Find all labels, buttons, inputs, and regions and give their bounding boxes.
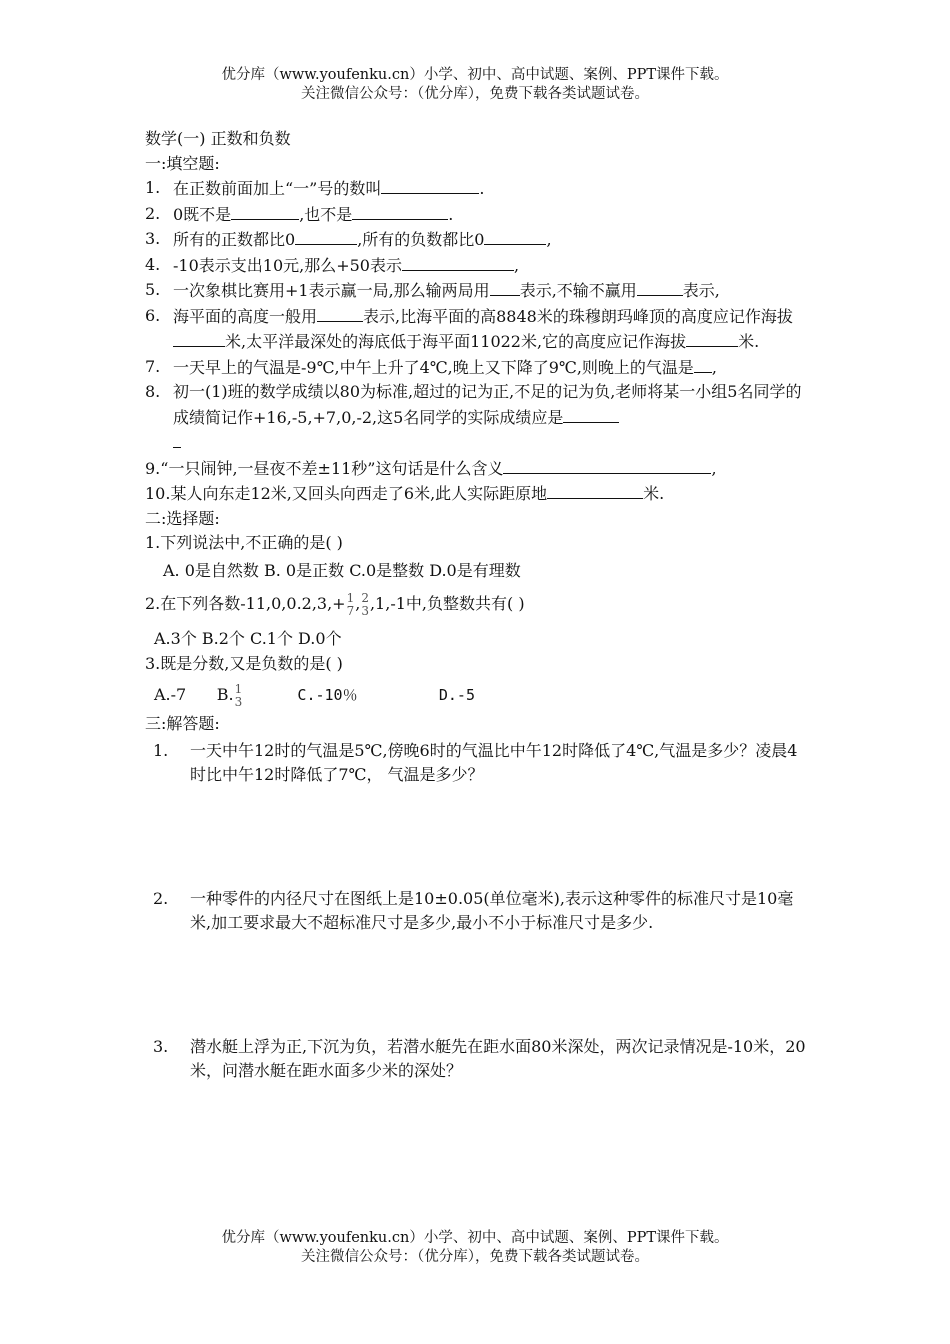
answer-blank[interactable] [352, 202, 448, 220]
q-number: 8. [145, 382, 161, 401]
answer-blank[interactable] [231, 202, 299, 220]
q-number: 1. [145, 178, 161, 197]
section3-heading: 三:解答题: [145, 714, 220, 733]
fraction-numerator: 1 [346, 590, 355, 605]
q-text: . [448, 204, 454, 224]
q-text: 表示,比海平面的高8848米的珠穆朗玛峰顶的高度应记作海拔 [363, 306, 793, 326]
answer-blank[interactable] [503, 456, 711, 474]
footer-line-1: 优分库（www.youfenku.cn）小学、初中、高中试题、案例、PPT课件下载。 [221, 1230, 729, 1246]
q-text: 米,太平洋最深处的海底低于海平面11022米,它的高度应记作海拔 [225, 332, 687, 351]
q-text: 表示,不输不赢用 [519, 281, 637, 300]
fraction-denominator: 7 [346, 603, 355, 618]
fill-q1 [145, 176, 810, 202]
fill-q9 [145, 456, 810, 482]
q-text: , [513, 255, 520, 275]
q-text: , [711, 458, 717, 478]
q-number: 4. [145, 254, 161, 274]
q-text: , [546, 230, 552, 249]
q-text: ,所有的负数都比0 [357, 230, 485, 249]
answer-blank[interactable] [295, 227, 357, 245]
q-text: 表示, [682, 281, 720, 300]
answer-blank[interactable] [563, 405, 619, 423]
fraction [361, 592, 369, 618]
fill-q7 [145, 355, 810, 381]
fraction-numerator: 1 [234, 681, 243, 696]
q-text: 米. [643, 484, 665, 503]
answer-blank[interactable] [484, 227, 546, 245]
q-number: 2. [145, 203, 161, 223]
page-footer [0, 1229, 950, 1267]
q-number: 2. [153, 888, 169, 908]
answer-blank-continued[interactable] [173, 430, 181, 448]
q-text: 10.某人向东走12米,又回头向西走了6米,此人实际距原地 [145, 484, 548, 503]
answer-blank[interactable] [637, 278, 683, 296]
choice-q2-options[interactable]: A.3个 B.2个 C.1个 D.0个 [154, 629, 342, 648]
q-text: 一天早上的气温是-9℃,中午上升了4℃,晚上又下降了9℃,则晚上的气温是 [173, 357, 694, 377]
choice-q1-stem: 1.下列说法中,不正确的是( ) [145, 533, 343, 552]
q-number: 6. [145, 305, 161, 325]
q-number: 7. [145, 356, 161, 376]
fill-q6 [145, 304, 810, 355]
fraction [347, 592, 355, 618]
fill-q10 [145, 481, 810, 507]
fill-q8 [145, 380, 810, 456]
q-text: . [479, 179, 485, 198]
answer-blank[interactable] [317, 304, 363, 322]
worksheet-title: 数学(一) 正数和负数 [145, 129, 291, 148]
q-text: 所有的正数都比0 [173, 230, 296, 249]
q-number: 3. [145, 229, 161, 248]
answer-q1 [145, 739, 810, 788]
choice-q3-stem: 3.既是分数,又是负数的是( ) [145, 653, 343, 673]
choice-q3-options[interactable] [145, 680, 810, 710]
answer-q2 [145, 887, 810, 936]
q-text: 一种零件的内径尺寸在图纸上是10±0.05(单位毫米),表示这种零件的标准尺寸是10毫米,加工要求最大不超标准尺寸是多少,最小不小于标准尺寸是多少. [190, 888, 794, 932]
fill-q5 [145, 278, 810, 304]
answer-blank[interactable] [694, 355, 712, 373]
choice-q1-options[interactable]: A. 0是自然数 B. 0是正数 C.0是整数 D.0是有理数 [163, 560, 521, 580]
q-text: ,1,-1中,负整数共有( ) [369, 594, 525, 613]
answer-blank[interactable] [173, 329, 225, 347]
q-text: 一天中午12时的气温是5℃,傍晚6时的气温比中午12时降低了4℃,气温是多少？凌晨4时比中午12时降低了7℃， 气温是多少？ [190, 740, 798, 784]
page-header [0, 66, 950, 104]
answer-blank[interactable] [490, 278, 520, 296]
choice-q2-stem [145, 589, 810, 619]
q-number: 5. [145, 280, 161, 299]
q-number: 3. [153, 1036, 169, 1056]
footer-line-2: 关注微信公众号：（优分库），免费下载各类试题试卷。 [301, 1249, 649, 1265]
option-text: A.-7 B. [154, 685, 234, 704]
answer-blank[interactable] [402, 253, 514, 271]
worksheet-body [145, 127, 810, 1084]
fill-q2 [145, 202, 810, 228]
section1-heading: 一:填空题: [145, 153, 220, 173]
q-text: 0既不是 [173, 204, 232, 224]
fraction [235, 683, 243, 709]
q-text: 海平面的高度一般用 [173, 306, 318, 326]
q-text: 在正数前面加上“一”号的数叫 [173, 179, 382, 198]
fill-q4 [145, 253, 810, 279]
q-text: , [355, 594, 361, 613]
answer-blank[interactable] [381, 176, 479, 194]
fraction-denominator: 3 [234, 694, 243, 709]
q-text: 潜水艇上浮为正,下沉为负，若潜水艇先在距水面80米深处，两次记录情况是-10米，20米，问潜水艇在距水面多少米的深处？ [190, 1036, 806, 1080]
answer-q3 [145, 1035, 810, 1084]
answer-blank[interactable] [686, 329, 738, 347]
q-text: 2.在下列各数-11,0,0.2,3,+ [145, 594, 346, 613]
fraction-denominator: 3 [361, 603, 369, 618]
q-text: , [711, 357, 717, 377]
answer-blank[interactable] [547, 481, 643, 499]
q-number: 1. [153, 740, 169, 760]
option-text: C.-10％ D.-5 [243, 686, 475, 704]
q-text: ,也不是 [299, 204, 353, 224]
q-text: 初一(1)班的数学成绩以80为标准,超过的记为正,不足的记为负,老师将某一小组5名同学的成绩简记作+16,-5,+7,0,-2,这5名同学的实际成绩应是 [173, 382, 802, 427]
fill-q3 [145, 227, 810, 253]
header-line-1: 优分库（www.youfenku.cn）小学、初中、高中试题、案例、PPT课件下载。 [221, 67, 729, 83]
section2-heading: 二:选择题: [145, 508, 220, 528]
q-text: -10表示支出10元,那么+50表示 [173, 255, 402, 275]
header-line-2: 关注微信公众号：（优分库），免费下载各类试题试卷。 [301, 86, 649, 102]
q-text: 一次象棋比赛用+1表示赢一局,那么输两局用 [173, 281, 490, 300]
q-text: 9.“一只闹钟,一昼夜不差±11秒”这句话是什么含义 [145, 458, 504, 478]
q-text: 米. [738, 332, 760, 351]
fraction-numerator: 2 [361, 590, 369, 605]
